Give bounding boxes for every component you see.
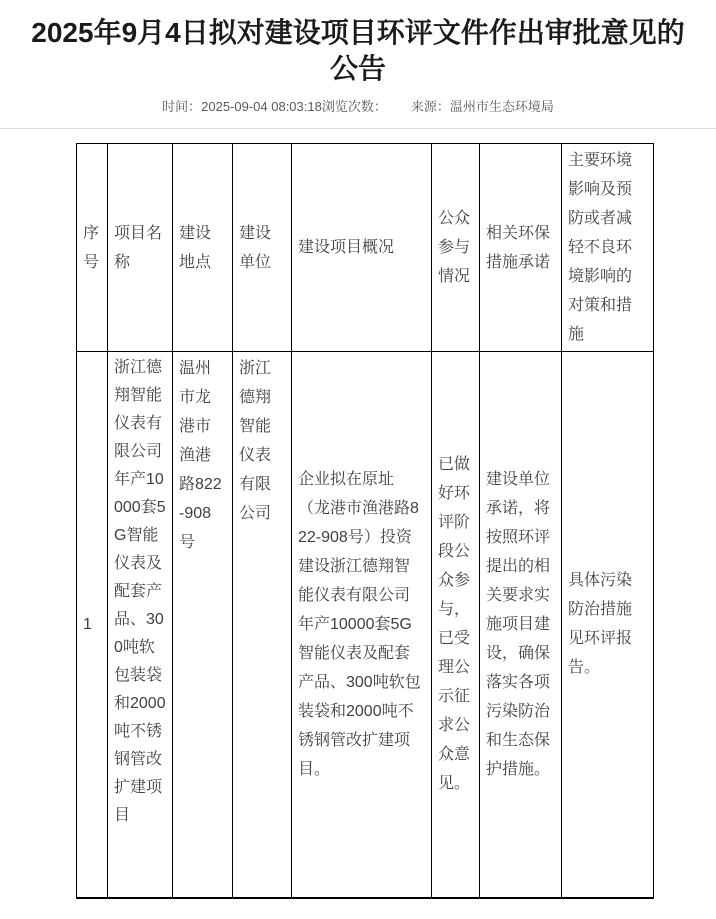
doc-header: [0, 0, 716, 115]
table-row: [77, 352, 654, 898]
meta-time-label: 时间：: [162, 99, 202, 114]
doc-meta: [0, 98, 716, 115]
col-header-participation: 公众参与情况: [432, 144, 480, 352]
col-header-measures: 主要环境影响及预防或者减轻不良环境影响的对策和措施: [562, 144, 654, 352]
cell-participation: 已做好环评阶段公众参与，已受理公示征求公众意见。: [432, 352, 480, 898]
table-header-row: [77, 144, 654, 352]
meta-source-label: 来源：: [410, 99, 450, 114]
meta-source-value: 温州市生态环境局: [449, 99, 554, 114]
col-header-project-name: 项目名称: [108, 144, 173, 352]
cell-overview: 企业拟在原址（龙港市渔港路822-908号）投资建设浙江德翔智能仪表有限公司年产10000套5G智能仪表及配套产品、300吨软包装袋和2000吨不锈钢管改扩建项目。: [292, 352, 432, 898]
col-header-commitment: 相关环保措施承诺: [480, 144, 562, 352]
cell-index: 1: [77, 352, 108, 898]
approval-table: [76, 143, 654, 899]
content-area: [0, 129, 716, 919]
col-header-overview: 建设项目概况: [292, 144, 432, 352]
cell-builder: 浙江德翔智能仪表有限公司: [233, 352, 292, 898]
col-header-location: 建设地点: [173, 144, 233, 352]
col-header-builder: 建设单位: [233, 144, 292, 352]
col-header-index: 序号: [77, 144, 108, 352]
meta-views-label: 浏览次数：: [321, 99, 387, 114]
cell-commitment: 建设单位承诺，将按照环评提出的相关要求实施项目建设，确保落实各项污染防治和生态保护措施。: [480, 352, 562, 898]
page-title: 2025年9月4日拟对建设项目环评文件作出审批意见的公告: [31, 17, 685, 84]
cell-project-name: 浙江德翔智能仪表有限公司年产10000套5G智能仪表及配套产品、300吨软包装袋和2000吨不锈钢管改扩建项目: [108, 352, 173, 898]
meta-time-value: 2025-09-04 08:03:18: [201, 99, 322, 114]
cell-measures: 具体污染防治措施见环评报告。: [562, 352, 654, 898]
cell-location: 温州市龙港市渔港路822-908号: [173, 352, 233, 898]
